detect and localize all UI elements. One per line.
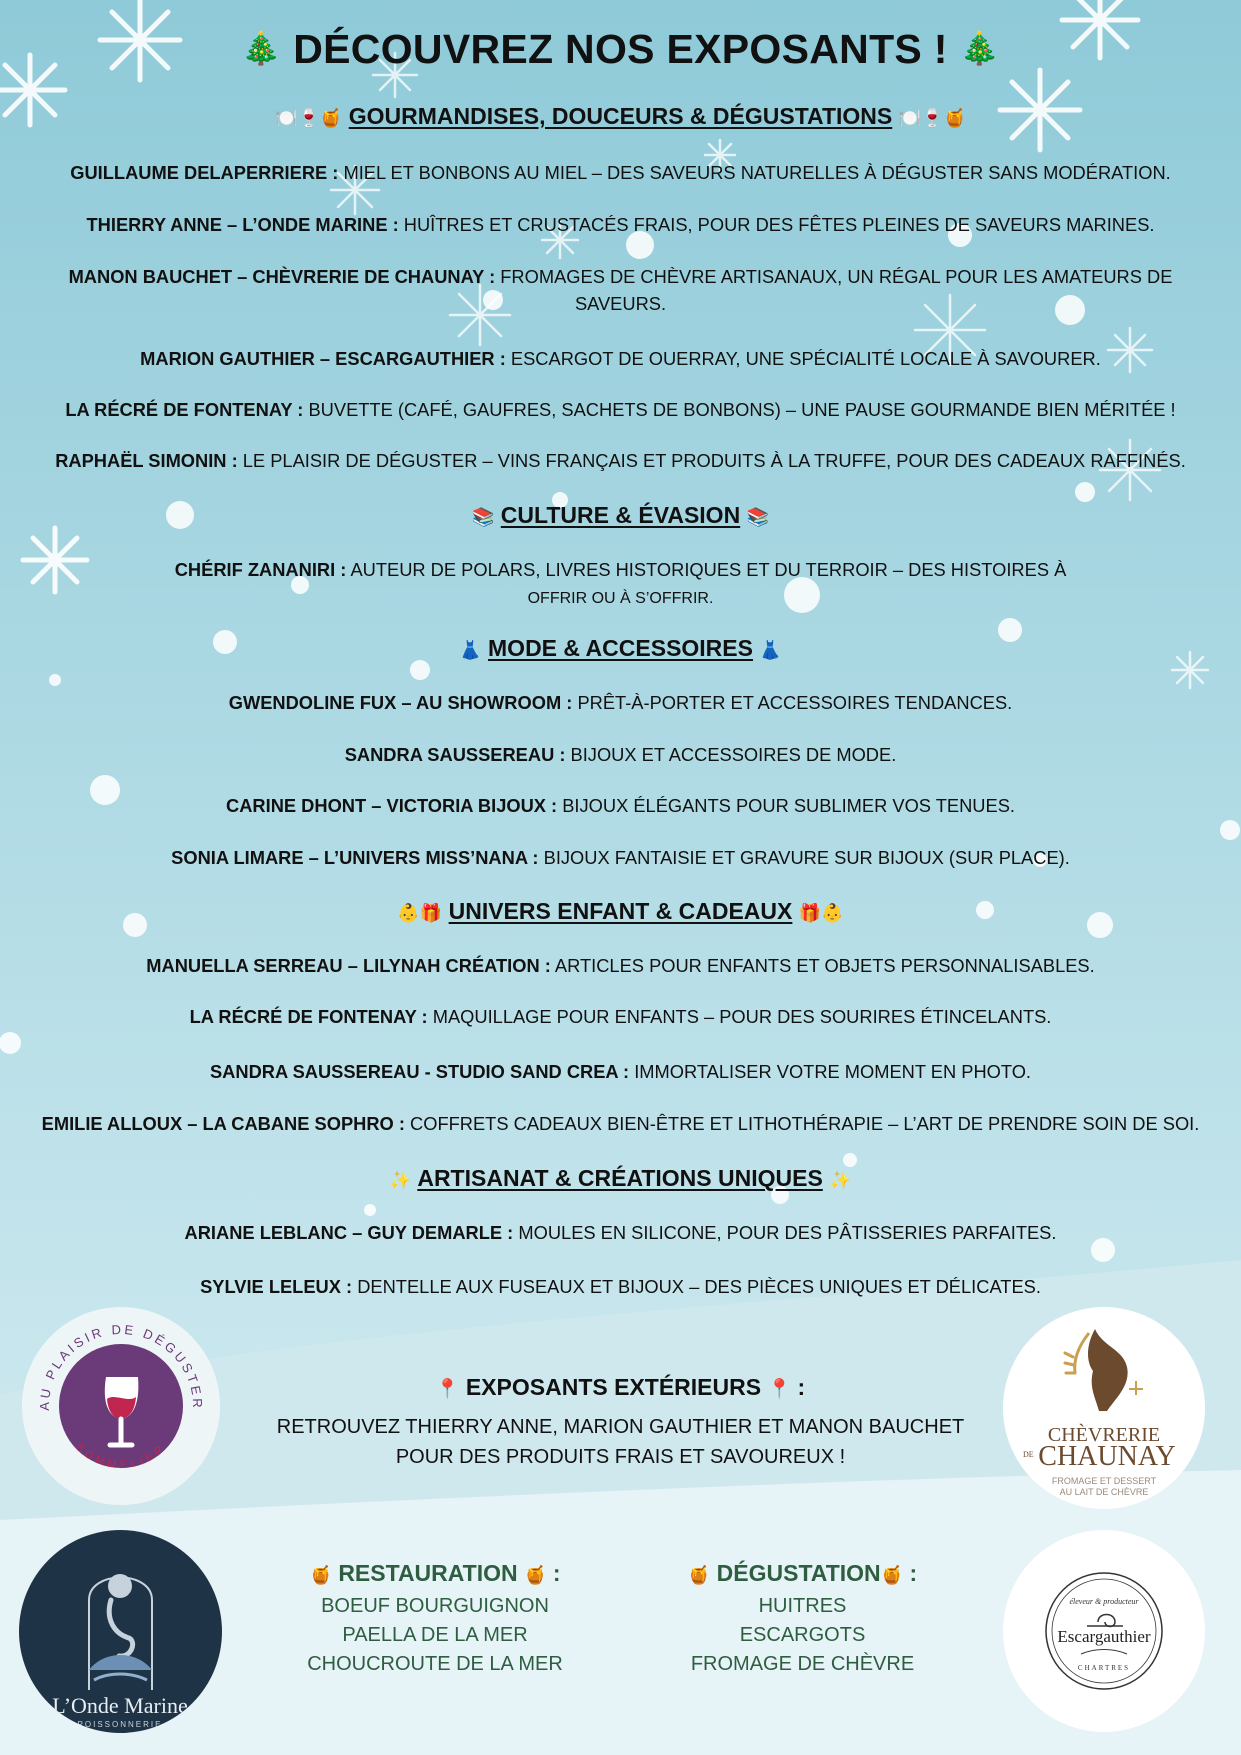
exhibitor-description: MAQUILLAGE POUR ENFANTS – POUR DES SOURIRES ÉTINCELANTS. (432, 1006, 1052, 1027)
exhibitor-name: CHÉRIF ZANANIRI : (174, 559, 347, 580)
exhibitor-description: ESCARGOT DE OUERRAY, UNE SPÉCIALITÉ LOCALE À SAVOURER. (510, 348, 1101, 369)
exterior-line-2: POUR DES PRODUITS FRAIS ET SAVOUREUX ! (395, 1446, 846, 1468)
exhibitor-description: AUTEUR DE POLARS, LIVRES HISTORIQUES ET DU TERROIR – DES HISTOIRES À (350, 559, 1067, 580)
tasting-item: ESCARGOTS (739, 1624, 866, 1646)
restauration-column (270, 1556, 600, 1679)
page-title-text: DÉCOUVREZ NOS EXPOSANTS ! (293, 26, 948, 72)
exhibitor-name: MANUELLA SERREAU – LILYNAH CRÉATION : (146, 955, 551, 976)
books-icon: 📚 (471, 507, 495, 527)
exhibitor-name: EMILIE ALLOUX – LA CABANE SOPHRO : (41, 1113, 405, 1134)
exhibitor-entry (20, 211, 1221, 238)
logo-plaisir-bottom-text: SOMMELIER (73, 1441, 169, 1472)
exhibitor-description: BIJOUX ÉLÉGANTS POUR SUBLIMER VOS TENUES. (562, 795, 1015, 816)
logo-plaisir-de-deguster (22, 1307, 220, 1505)
exhibitor-name: THIERRY ANNE – L’ONDE MARINE : (86, 214, 399, 235)
exhibitor-description: COFFRETS CADEAUX BIEN-ÊTRE ET LITHOTHÉRAPIE – L’ART DE PRENDRE SOIN DE SOI. (410, 1113, 1200, 1134)
section-label: CULTURE & ÉVASION (500, 502, 741, 528)
restauration-heading (270, 1556, 600, 1592)
exhibitor-entry (20, 792, 1221, 819)
section-heading-gourmandises (0, 103, 1241, 130)
honey-pot-icon: 🍯 (319, 108, 343, 128)
exhibitor-entry (120, 556, 1121, 612)
wine-glass-icon: 🍷 (297, 108, 320, 128)
exhibitor-entry (10, 447, 1231, 474)
exhibitor-name: LA RÉCRÉ DE FONTENAY : (65, 399, 304, 420)
honey-pot-icon: 🍯 (943, 108, 966, 128)
sparkles-icon: ✨ (829, 1170, 852, 1190)
exhibitor-name: ARIANE LEBLANC – GUY DEMARLE : (184, 1222, 514, 1243)
logo-chaunay-line2: CHAUNAY (1038, 1441, 1176, 1472)
exhibitor-entry (20, 159, 1221, 186)
honey-pot-icon: 🍯 (687, 1565, 711, 1585)
sparkles-icon: ✨ (389, 1170, 412, 1190)
baby-face-icon: 👶 (397, 903, 420, 923)
exhibitor-entry (20, 844, 1221, 871)
goat-logo-icon (1003, 1307, 1205, 1509)
logo-chaunay-tag2: AU LAIT DE CHÈVRE (1059, 1487, 1149, 1497)
exhibitor-name: GUILLAUME DELAPERRIERE : (70, 162, 339, 183)
wine-glass-logo-icon (22, 1307, 220, 1505)
fork-knife-plate-icon: 🍽️ (275, 108, 298, 128)
exhibitor-description: FROMAGES DE CHÈVRE ARTISANAUX, UN RÉGAL POUR LES AMATEURS DE SAVEURS. (500, 266, 1173, 314)
round-pushpin-icon: 📍 (435, 1379, 460, 1400)
exhibitor-entry (20, 741, 1221, 768)
menu-item: CHOUCROUTE DE LA MER (307, 1653, 563, 1675)
christmas-tree-icon: 🎄 (241, 30, 282, 66)
logo-chevrerie-chaunay (1003, 1307, 1205, 1509)
dress-icon: 👗 (759, 640, 782, 660)
fork-knife-plate-icon: 🍽️ (898, 108, 922, 128)
tasting-item: HUITRES (758, 1595, 847, 1617)
exhibitor-name: SYLVIE LELEUX : (200, 1276, 353, 1297)
degustation-heading (650, 1556, 955, 1592)
logo-onde-marine (19, 1530, 222, 1733)
exhibitor-entry (20, 1219, 1221, 1246)
exhibitor-description: MIEL ET BONBONS AU MIEL – DES SAVEURS NATURELLES À DÉGUSTER SANS MODÉRATION. (343, 162, 1171, 183)
section-heading-mode (0, 635, 1241, 662)
exhibitor-entry (20, 1273, 1221, 1300)
tasting-item: FROMAGE DE CHÈVRE (690, 1653, 915, 1675)
exhibitor-name: MARION GAUTHIER – ESCARGAUTHIER : (140, 348, 506, 369)
menu-item: BOEUF BOURGUIGNON (321, 1595, 549, 1617)
exhibitor-description: MOULES EN SILICONE, POUR DES PÂTISSERIES PARFAITES. (518, 1222, 1057, 1243)
exhibitor-description-continued: OFFRIR OU À S’OFFRIR. (527, 590, 714, 607)
exhibitor-name: RAPHAËL SIMONIN : (55, 450, 238, 471)
exhibitor-entry (20, 952, 1221, 979)
degustation-title: DÉGUSTATION (716, 1560, 881, 1586)
exhibitor-entry (20, 396, 1221, 423)
logo-onde-name: L’Onde Marine (52, 1693, 188, 1718)
round-pushpin-icon: 📍 (767, 1379, 792, 1400)
mermaid-logo-icon (19, 1530, 222, 1733)
exhibitor-name: GWENDOLINE FUX – AU SHOWROOM : (228, 692, 573, 713)
exhibitor-description: BIJOUX ET ACCESSOIRES DE MODE. (570, 744, 897, 765)
exhibitor-entry (20, 1058, 1221, 1085)
exhibitor-name: SONIA LIMARE – L’UNIVERS MISS’NANA : (171, 847, 539, 868)
exhibitor-name: LA RÉCRÉ DE FONTENAY : (189, 1006, 428, 1027)
exterior-colon: : (797, 1374, 806, 1400)
logo-escargauthier-bottom: CHARTRES (1077, 1664, 1131, 1672)
page-title (0, 26, 1241, 73)
dress-icon: 👗 (459, 640, 482, 660)
logo-onde-sub: · POISSONNERIE · (68, 1720, 172, 1729)
exhibitor-name: SANDRA SAUSSEREAU : (344, 744, 566, 765)
section-heading-artisanat (0, 1165, 1241, 1192)
restauration-title: RESTAURATION (338, 1560, 518, 1586)
exhibitor-description: HUÎTRES ET CRUSTACÉS FRAIS, POUR DES FÊTES PLEINES DE SAVEURS MARINES. (403, 214, 1155, 235)
restauration-colon: : (552, 1560, 561, 1586)
section-label: ARTISANAT & CRÉATIONS UNIQUES (417, 1165, 823, 1191)
exhibitor-entry (5, 1110, 1236, 1137)
exhibitor-entry (20, 1003, 1221, 1030)
exterior-title: EXPOSANTS EXTÉRIEURS (465, 1374, 762, 1400)
snail-logo-icon (1003, 1530, 1205, 1732)
exhibitor-description: IMMORTALISER VOTRE MOMENT EN PHOTO. (634, 1061, 1032, 1082)
honey-pot-icon: 🍯 (880, 1565, 904, 1585)
exhibitor-description: LE PLAISIR DE DÉGUSTER – VINS FRANÇAIS ET PRODUITS À LA TRUFFE, POUR DES CADEAUX RAFFINÉS. (242, 450, 1186, 471)
section-label: MODE & ACCESSOIRES (488, 635, 753, 661)
exhibitor-entry (20, 689, 1221, 716)
honey-pot-icon: 🍯 (309, 1565, 332, 1585)
exterior-line-1: RETROUVEZ THIERRY ANNE, MARION GAUTHIER ET MANON BAUCHET (276, 1416, 965, 1438)
exhibitor-description: BIJOUX FANTAISIE ET GRAVURE SUR BIJOUX (SUR PLACE). (543, 847, 1070, 868)
logo-plaisir-top-text: AU PLAISIR DE DÉGUSTER (36, 1321, 206, 1411)
baby-face-icon: 👶 (821, 903, 844, 923)
logo-escargauthier-top: éleveur & producteur (1069, 1597, 1139, 1606)
gift-icon: 🎁 (419, 903, 443, 923)
logo-chaunay-de: DE (1023, 1450, 1034, 1459)
section-label: GOURMANDISES, DOUCEURS & DÉGUSTATIONS (348, 103, 893, 129)
books-icon: 📚 (746, 507, 769, 527)
section-heading-enfant (0, 898, 1241, 925)
exterior-description (240, 1412, 1001, 1472)
wine-glass-icon: 🍷 (921, 108, 944, 128)
section-label: UNIVERS ENFANT & CADEAUX (448, 898, 793, 924)
menu-item: PAELLA DE LA MER (342, 1624, 528, 1646)
degustation-column (650, 1556, 955, 1679)
section-heading-culture (0, 502, 1241, 529)
exhibitor-entry (30, 263, 1211, 317)
exhibitor-description: PRÊT-À-PORTER ET ACCESSOIRES TENDANCES. (577, 692, 1013, 713)
exhibitor-entry (20, 345, 1221, 372)
exhibitor-description: ARTICLES POUR ENFANTS ET OBJETS PERSONNALISABLES. (554, 955, 1095, 976)
logo-chaunay-tag1: FROMAGE ET DESSERT (1051, 1476, 1157, 1486)
exhibitor-name: SANDRA SAUSSEREAU - STUDIO SAND CREA : (209, 1061, 630, 1082)
logo-chaunay-line1: CHÈVRERIE (1047, 1424, 1161, 1446)
gift-icon: 🎁 (798, 903, 822, 923)
logo-escargauthier (1003, 1530, 1205, 1732)
christmas-tree-icon: 🎄 (959, 30, 1000, 66)
exhibitor-description: DENTELLE AUX FUSEAUX ET BIJOUX – DES PIÈCES UNIQUES ET DÉLICATES. (357, 1276, 1041, 1297)
logo-escargauthier-name: Escargauthier (1057, 1627, 1151, 1646)
honey-pot-icon: 🍯 (524, 1565, 547, 1585)
exhibitor-name: CARINE DHONT – VICTORIA BIJOUX : (226, 795, 558, 816)
exhibitor-name: MANON BAUCHET – CHÈVRERIE DE CHAUNAY : (68, 266, 496, 287)
degustation-colon: : (909, 1560, 918, 1586)
exhibitor-description: BUVETTE (CAFÉ, GAUFRES, SACHETS DE BONBONS) – UNE PAUSE GOURMANDE BIEN MÉRITÉE ! (308, 399, 1176, 420)
